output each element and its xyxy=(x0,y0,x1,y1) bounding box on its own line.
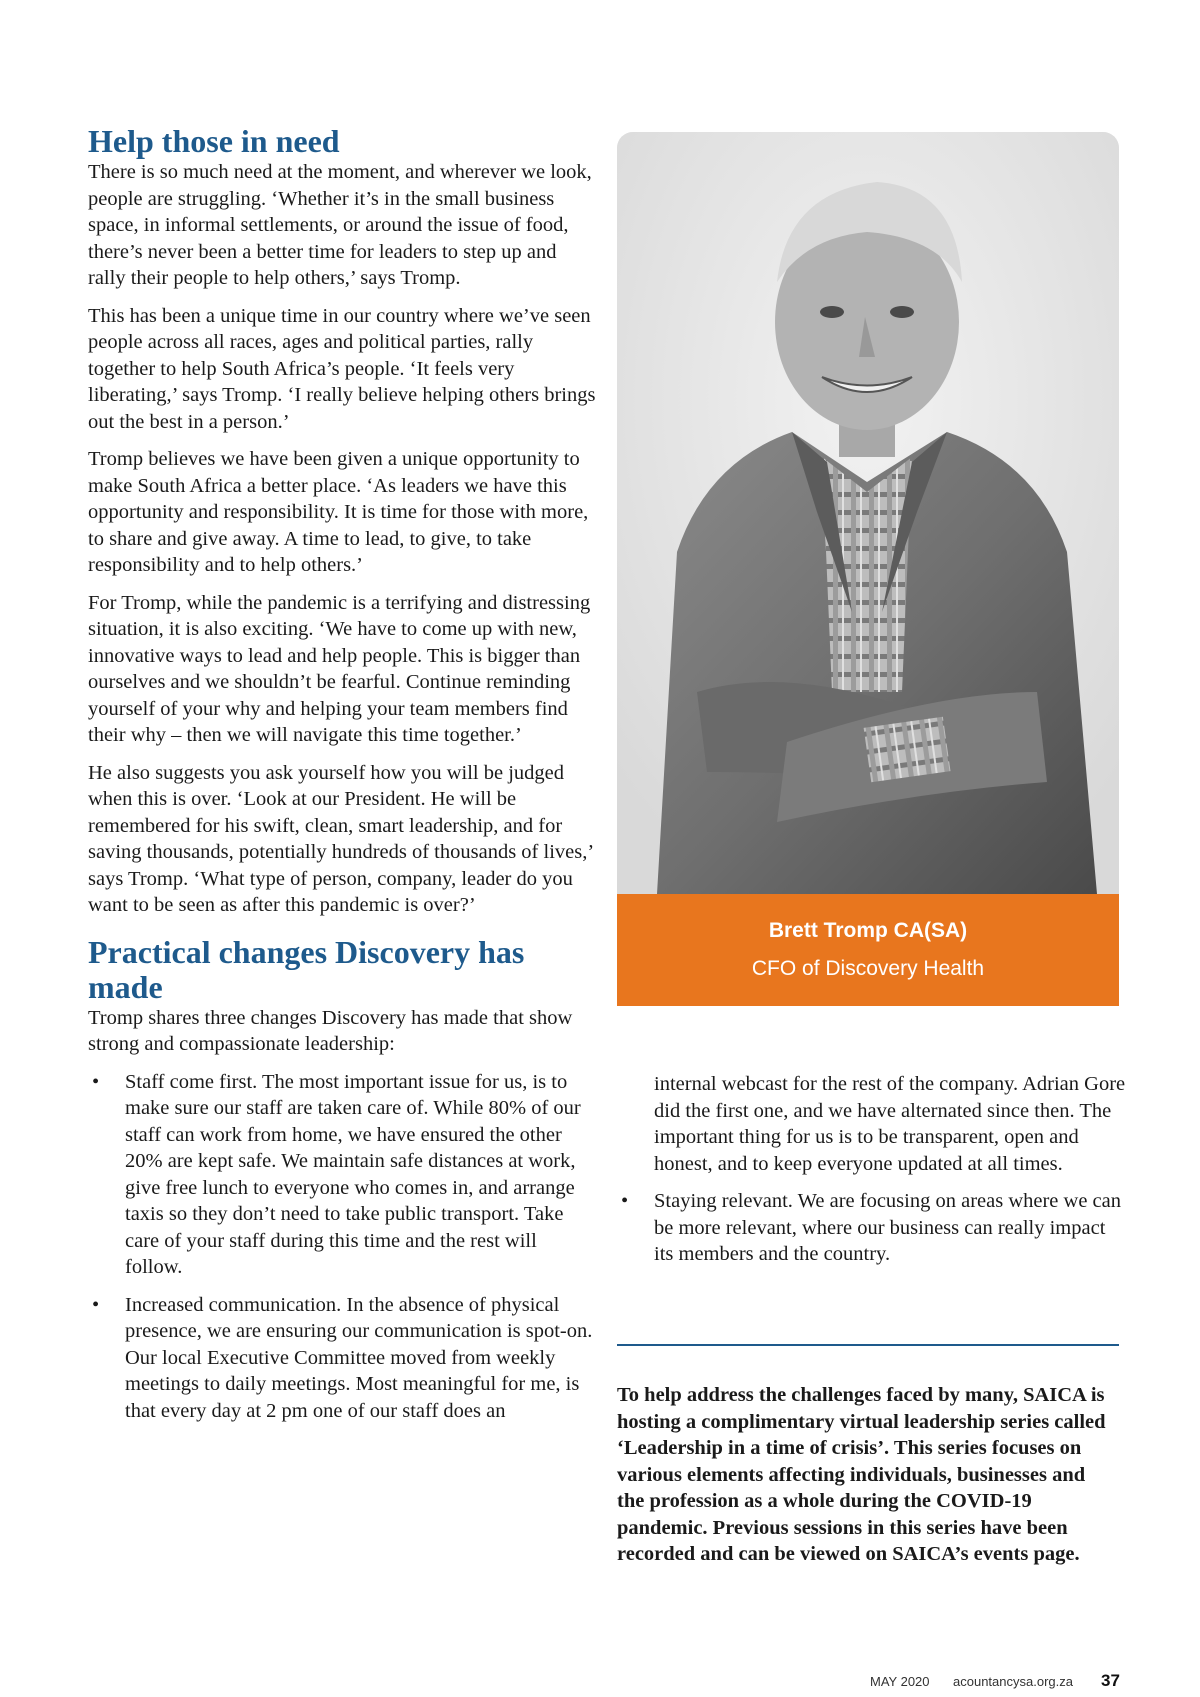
list-item-text: Staying relevant. We are focusing on areas where we can be more relevant, where our business can really impact its members and the country. xyxy=(654,1190,1121,1265)
paragraph: There is so much need at the moment, and wherever we look, people are struggling. ‘Whether it’s in the small business space, in informal settlements, or around the issue of food, there’s never been a better time for leaders to step up and rally their people to help others,’ says Tromp. xyxy=(88,161,592,289)
page-number: 37 xyxy=(1101,1671,1120,1690)
bullet-marker: • xyxy=(621,1190,629,1212)
heading-help-those-in-need: Help those in need xyxy=(88,123,340,159)
paragraph: Tromp shares three changes Discovery has made that show strong and compassionate leadership: xyxy=(88,1006,573,1055)
portrait-photo xyxy=(617,132,1119,894)
divider-rule xyxy=(617,1344,1119,1346)
list-item xyxy=(617,1188,1129,1268)
caption-role: CFO of Discovery Health xyxy=(751,957,985,980)
paragraph: Tromp believes we have been given a unique opportunity to make South Africa a better place. ‘As leaders we have this opportunity and responsibility. It is time for those with more, to share and give away. A time to lead, to give, to take responsibility and to help others.’ xyxy=(88,448,589,576)
left-column xyxy=(88,124,598,1435)
list-item xyxy=(88,1069,598,1281)
saica-callout: To help address the challenges faced by many, SAICA is hosting a complimentary virtual leadership series called ‘Leadership in a time of crisis’. This series focuses on various elements affecting individuals, businesses and the profession as a whole during the COVID-19 pandemic. Previous sessions in this series have been recorded and can be viewed on SAICA’s events page. xyxy=(617,1384,1106,1565)
paragraph: internal webcast for the rest of the company. Adrian Gore did the first one, and we have alternated since then. The important thing for us is to be transparent, open and honest, and to keep everyone updated at all times. xyxy=(654,1073,1126,1175)
list-item-text: Increased communication. In the absence of physical presence, we are ensuring our communication is spot-on. Our local Executive Committee moved from weekly meetings to daily meetings. Most meaningful for me, is that every day at 2 pm one of our staff does an xyxy=(125,1293,593,1422)
right-column xyxy=(617,1073,1129,1279)
portrait-illustration xyxy=(617,132,1119,894)
paragraph: For Tromp, while the pandemic is a terrifying and distressing situation, it is also exciting. ‘We have to come up with new, innovative ways to lead and help people. This is bigger than ourselves and we shouldn’t be fearful. Continue reminding yourself of your why and helping your team members find their why – then we will navigate this time together.’ xyxy=(88,591,591,746)
bullet-marker: • xyxy=(92,1293,100,1316)
caption-name: Brett Tromp CA(SA) xyxy=(768,919,968,942)
bullet-list xyxy=(88,1069,598,1425)
paragraph: He also suggests you ask yourself how you will be judged when this is over. ‘Look at our President. He will be remembered for his swift, clean, smart leadership, and for saving thousands, potentially hundreds of thousands of lives,’ says Tromp. ‘What type of person, company, leader do you want to be seen as after this pandemic is over?’ xyxy=(88,761,593,916)
paragraph: This has been a unique time in our country where we’ve seen people across all races, ages and political parties, rally together to help South Africa’s people. ‘It feels very liberating,’ says Tromp. ‘I really believe helping others brings out the best in a person.’ xyxy=(88,304,596,433)
bullet-list xyxy=(617,1188,1129,1268)
photo-caption xyxy=(617,894,1119,1006)
footer-date: MAY 2020 xyxy=(870,1674,930,1689)
list-item-text: Staff come first. The most important issue for us, is to make sure our staff are taken care of. While 80% of our staff can work from home, we have ensured the other 20% are kept safe. We maintain safe distances at work, give free lunch to everyone who comes in, and arrange taxis so they don’t need to take public transport. Take care of your staff during this time and the rest will follow. xyxy=(125,1070,581,1278)
footer-website: acountancysa.org.za xyxy=(953,1674,1073,1689)
list-item xyxy=(88,1292,598,1425)
bullet-marker: • xyxy=(92,1070,100,1093)
heading-practical-changes: Practical changes Discovery has made xyxy=(88,933,525,1005)
